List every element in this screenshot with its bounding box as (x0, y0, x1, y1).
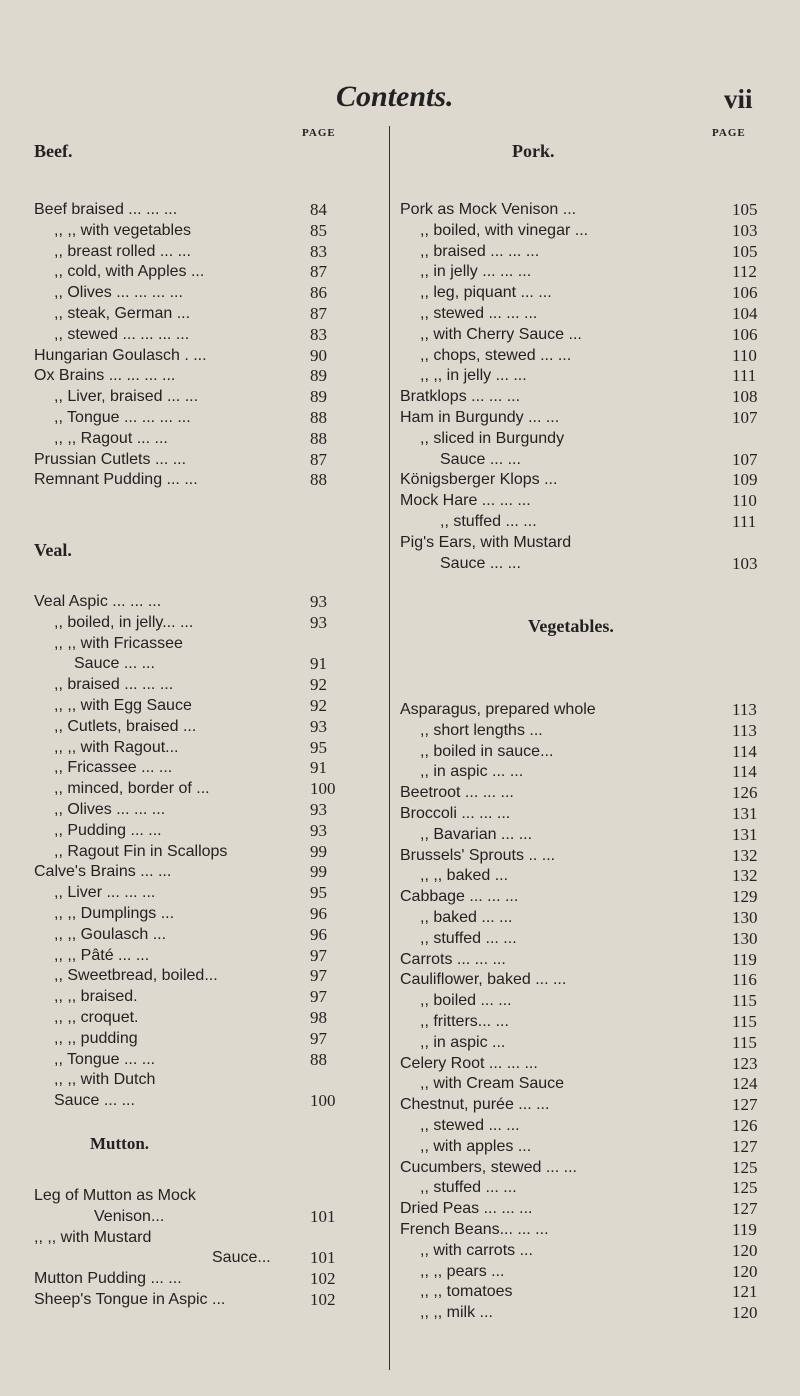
index-entry: Dried Peas ... ... ... 127 (400, 1199, 758, 1219)
index-entry: ,, ,, with vegetables 85 (54, 220, 327, 240)
index-entry: Prussian Cutlets ... ... 87 (34, 449, 327, 469)
index-entry: Calve's Brains ... ... 99 (34, 862, 327, 882)
index-entry: ,, ,, tomatoes 121 (420, 1282, 758, 1302)
index-entry: Mock Hare ... ... ... 110 (400, 491, 757, 511)
index-entry: ,, Tongue ... ... 88 (54, 1049, 327, 1069)
index-entry: Pig's Ears, with Mustard (400, 533, 572, 551)
index-entry: ,, boiled, in jelly... ... 93 (54, 612, 327, 632)
page-column-label: PAGE (712, 127, 746, 139)
section-heading-veal: Veal. (34, 540, 72, 560)
index-entry: Cauliflower, baked ... ... 116 (400, 970, 757, 990)
index-entry: ,, stewed ... ... ... ... 83 (54, 324, 327, 344)
index-entry: Ham in Burgundy ... ... 107 (400, 407, 758, 427)
mutton-entries (34, 1186, 336, 1311)
index-entry: Broccoli ... ... ... 131 (400, 803, 758, 823)
index-entry: Remnant Pudding ... ... 88 (34, 470, 327, 490)
index-entry: ,, braised ... ... ... 105 (420, 241, 758, 261)
index-entry: Beef braised ... ... ... 84 (34, 200, 327, 219)
index-entry: Cabbage ... ... ... 129 (400, 887, 758, 907)
index-entry: Hungarian Goulasch . ... 90 (34, 345, 327, 365)
index-entry: Brussels' Sprouts .. ... 132 (400, 845, 758, 865)
index-entry: Sauce ... ... 100 (54, 1091, 336, 1111)
index-entry: ,, Liver, braised ... ... 89 (54, 387, 327, 407)
index-entry: ,, in aspic ... ... 114 (420, 762, 757, 782)
index-entry: ,, Olives ... ... ... 93 (54, 799, 327, 819)
index-entry: ,, baked ... ... 130 (420, 907, 758, 927)
index-entry: ,, Cutlets, braised ... 93 (54, 716, 327, 736)
index-entry: Veal Aspic ... ... ... 93 (34, 592, 327, 611)
index-entry: ,, ,, with Ragout... 95 (54, 737, 327, 757)
index-entry: Sauce... 101 (212, 1248, 336, 1268)
index-entry: ,, ,, baked ... 132 (420, 866, 758, 886)
index-entry: ,, Ragout Fin in Scallops 99 (54, 841, 327, 861)
section-heading-pork: Pork. (512, 141, 555, 161)
index-entry: ,, ,, croquet. 98 (54, 1007, 327, 1027)
index-entry: ,, with carrots ... 120 (420, 1240, 758, 1260)
index-entry: Königsberger Klops ... 109 (400, 470, 758, 490)
index-entry: ,, boiled in sauce... 114 (420, 741, 757, 761)
index-entry: ,, ,, milk ... 120 (420, 1303, 758, 1323)
index-entry: ,, ,, braised. 97 (54, 987, 327, 1007)
index-entry: ,, ,, pudding 97 (54, 1028, 327, 1048)
index-entry: ,, cold, with Apples ... 87 (54, 262, 327, 282)
index-entry: ,, ,, Dumplings ... 96 (54, 903, 327, 923)
index-entry: ,, boiled, with vinegar ... 103 (420, 220, 758, 240)
beef-entries (34, 200, 327, 491)
index-entry: ,, Olives ... ... ... ... 86 (54, 283, 327, 303)
index-entry: ,, ,, with Fricassee (54, 634, 183, 652)
index-entry: ,, boiled ... ... 115 (420, 991, 757, 1011)
index-entry: Sheep's Tongue in Aspic ... 102 (34, 1289, 336, 1309)
page-column-label: PAGE (302, 127, 336, 139)
index-entry: Cucumbers, stewed ... ... 125 (400, 1157, 758, 1177)
index-entry: ,, with Cream Sauce 124 (420, 1074, 758, 1094)
column-divider (389, 126, 390, 1370)
index-entry: Ox Brains ... ... ... ... 89 (34, 366, 327, 386)
page-number: vii (724, 84, 753, 114)
index-entry: ,, stewed ... ... ... 104 (420, 303, 758, 323)
index-entry: ,, ,, in jelly ... ... 111 (420, 366, 757, 386)
index-entry: Leg of Mutton as Mock (34, 1187, 196, 1204)
index-entry: ,, Liver ... ... ... 95 (54, 883, 327, 903)
index-entry: ,, ,, with Egg Sauce 92 (54, 695, 327, 715)
index-entry: ,, Fricassee ... ... 91 (54, 758, 327, 778)
index-entry: Sauce ... ... 103 (440, 553, 758, 573)
index-entry: ,, fritters... ... 115 (420, 1011, 757, 1031)
index-entry: Sauce ... ... 107 (440, 449, 758, 469)
index-entry: ,, with Cherry Sauce ... 106 (420, 324, 758, 344)
index-entry: ,, braised ... ... ... 92 (54, 675, 327, 695)
pork-entries (400, 200, 758, 574)
index-entry: ,, minced, border of ... 100 (54, 779, 336, 799)
section-heading-beef: Beef. (34, 141, 73, 161)
veal-entries (34, 592, 336, 1112)
index-entry: ,, in jelly ... ... ... 112 (420, 262, 757, 282)
index-entry: Chestnut, purée ... ... 127 (400, 1095, 758, 1115)
index-entry: Sauce ... ... 91 (74, 654, 327, 674)
index-entry: Celery Root ... ... ... 123 (400, 1053, 758, 1073)
index-entry: ,, chops, stewed ... ... 110 (420, 345, 757, 365)
index-entry: ,, Tongue ... ... ... ... 88 (54, 407, 327, 427)
index-entry: ,, ,, pears ... 120 (420, 1261, 758, 1281)
index-entry: ,, Pudding ... ... 93 (54, 820, 327, 840)
index-entry: ,, ,, with Dutch (54, 1071, 156, 1089)
index-entry: ,, with apples ... 127 (420, 1136, 758, 1156)
index-entry: French Beans... ... ... 119 (400, 1219, 757, 1239)
index-entry: ,, in aspic ... 115 (420, 1032, 757, 1052)
index-entry: Carrots ... ... ... 119 (400, 949, 757, 969)
section-heading-vegetables: Vegetables. (528, 616, 614, 636)
index-entry: ,, leg, piquant ... ... 106 (420, 283, 758, 303)
index-entry: ,, Bavarian ... ... 131 (420, 824, 758, 844)
index-entry: ,, ,, Ragout ... ... 88 (54, 428, 327, 448)
index-entry: Beetroot ... ... ... 126 (400, 783, 758, 803)
index-entry: Pork as Mock Venison ... 105 (400, 200, 758, 219)
index-entry: ,, ,, Goulasch ... 96 (54, 924, 327, 944)
index-entry: ,, stuffed ... ... 111 (440, 511, 757, 531)
vegetables-entries (400, 700, 758, 1324)
section-heading-mutton: Mutton. (90, 1134, 150, 1153)
index-entry: ,, breast rolled ... ... 83 (54, 241, 327, 261)
page-title: Contents. (336, 80, 454, 113)
index-entry: ,, ,, Pâté ... ... 97 (54, 945, 327, 965)
index-entry: Mutton Pudding ... ... 102 (34, 1269, 336, 1289)
index-entry: Asparagus, prepared whole 113 (400, 700, 757, 719)
index-entry: ,, sliced in Burgundy (420, 429, 565, 447)
index-entry: ,, stuffed ... ... 125 (420, 1178, 758, 1198)
index-entry: ,, ,, with Mustard (34, 1228, 152, 1246)
index-entry: ,, Sweetbread, boiled... 97 (54, 966, 327, 986)
index-entry: Bratklops ... ... ... 108 (400, 387, 758, 407)
index-entry: ,, short lengths ... 113 (420, 720, 757, 740)
index-entry: ,, stuffed ... ... 130 (420, 928, 758, 948)
index-entry: ,, steak, German ... 87 (54, 303, 327, 323)
index-entry: Venison... 101 (94, 1206, 336, 1226)
index-entry: ,, stewed ... ... 126 (420, 1115, 758, 1135)
